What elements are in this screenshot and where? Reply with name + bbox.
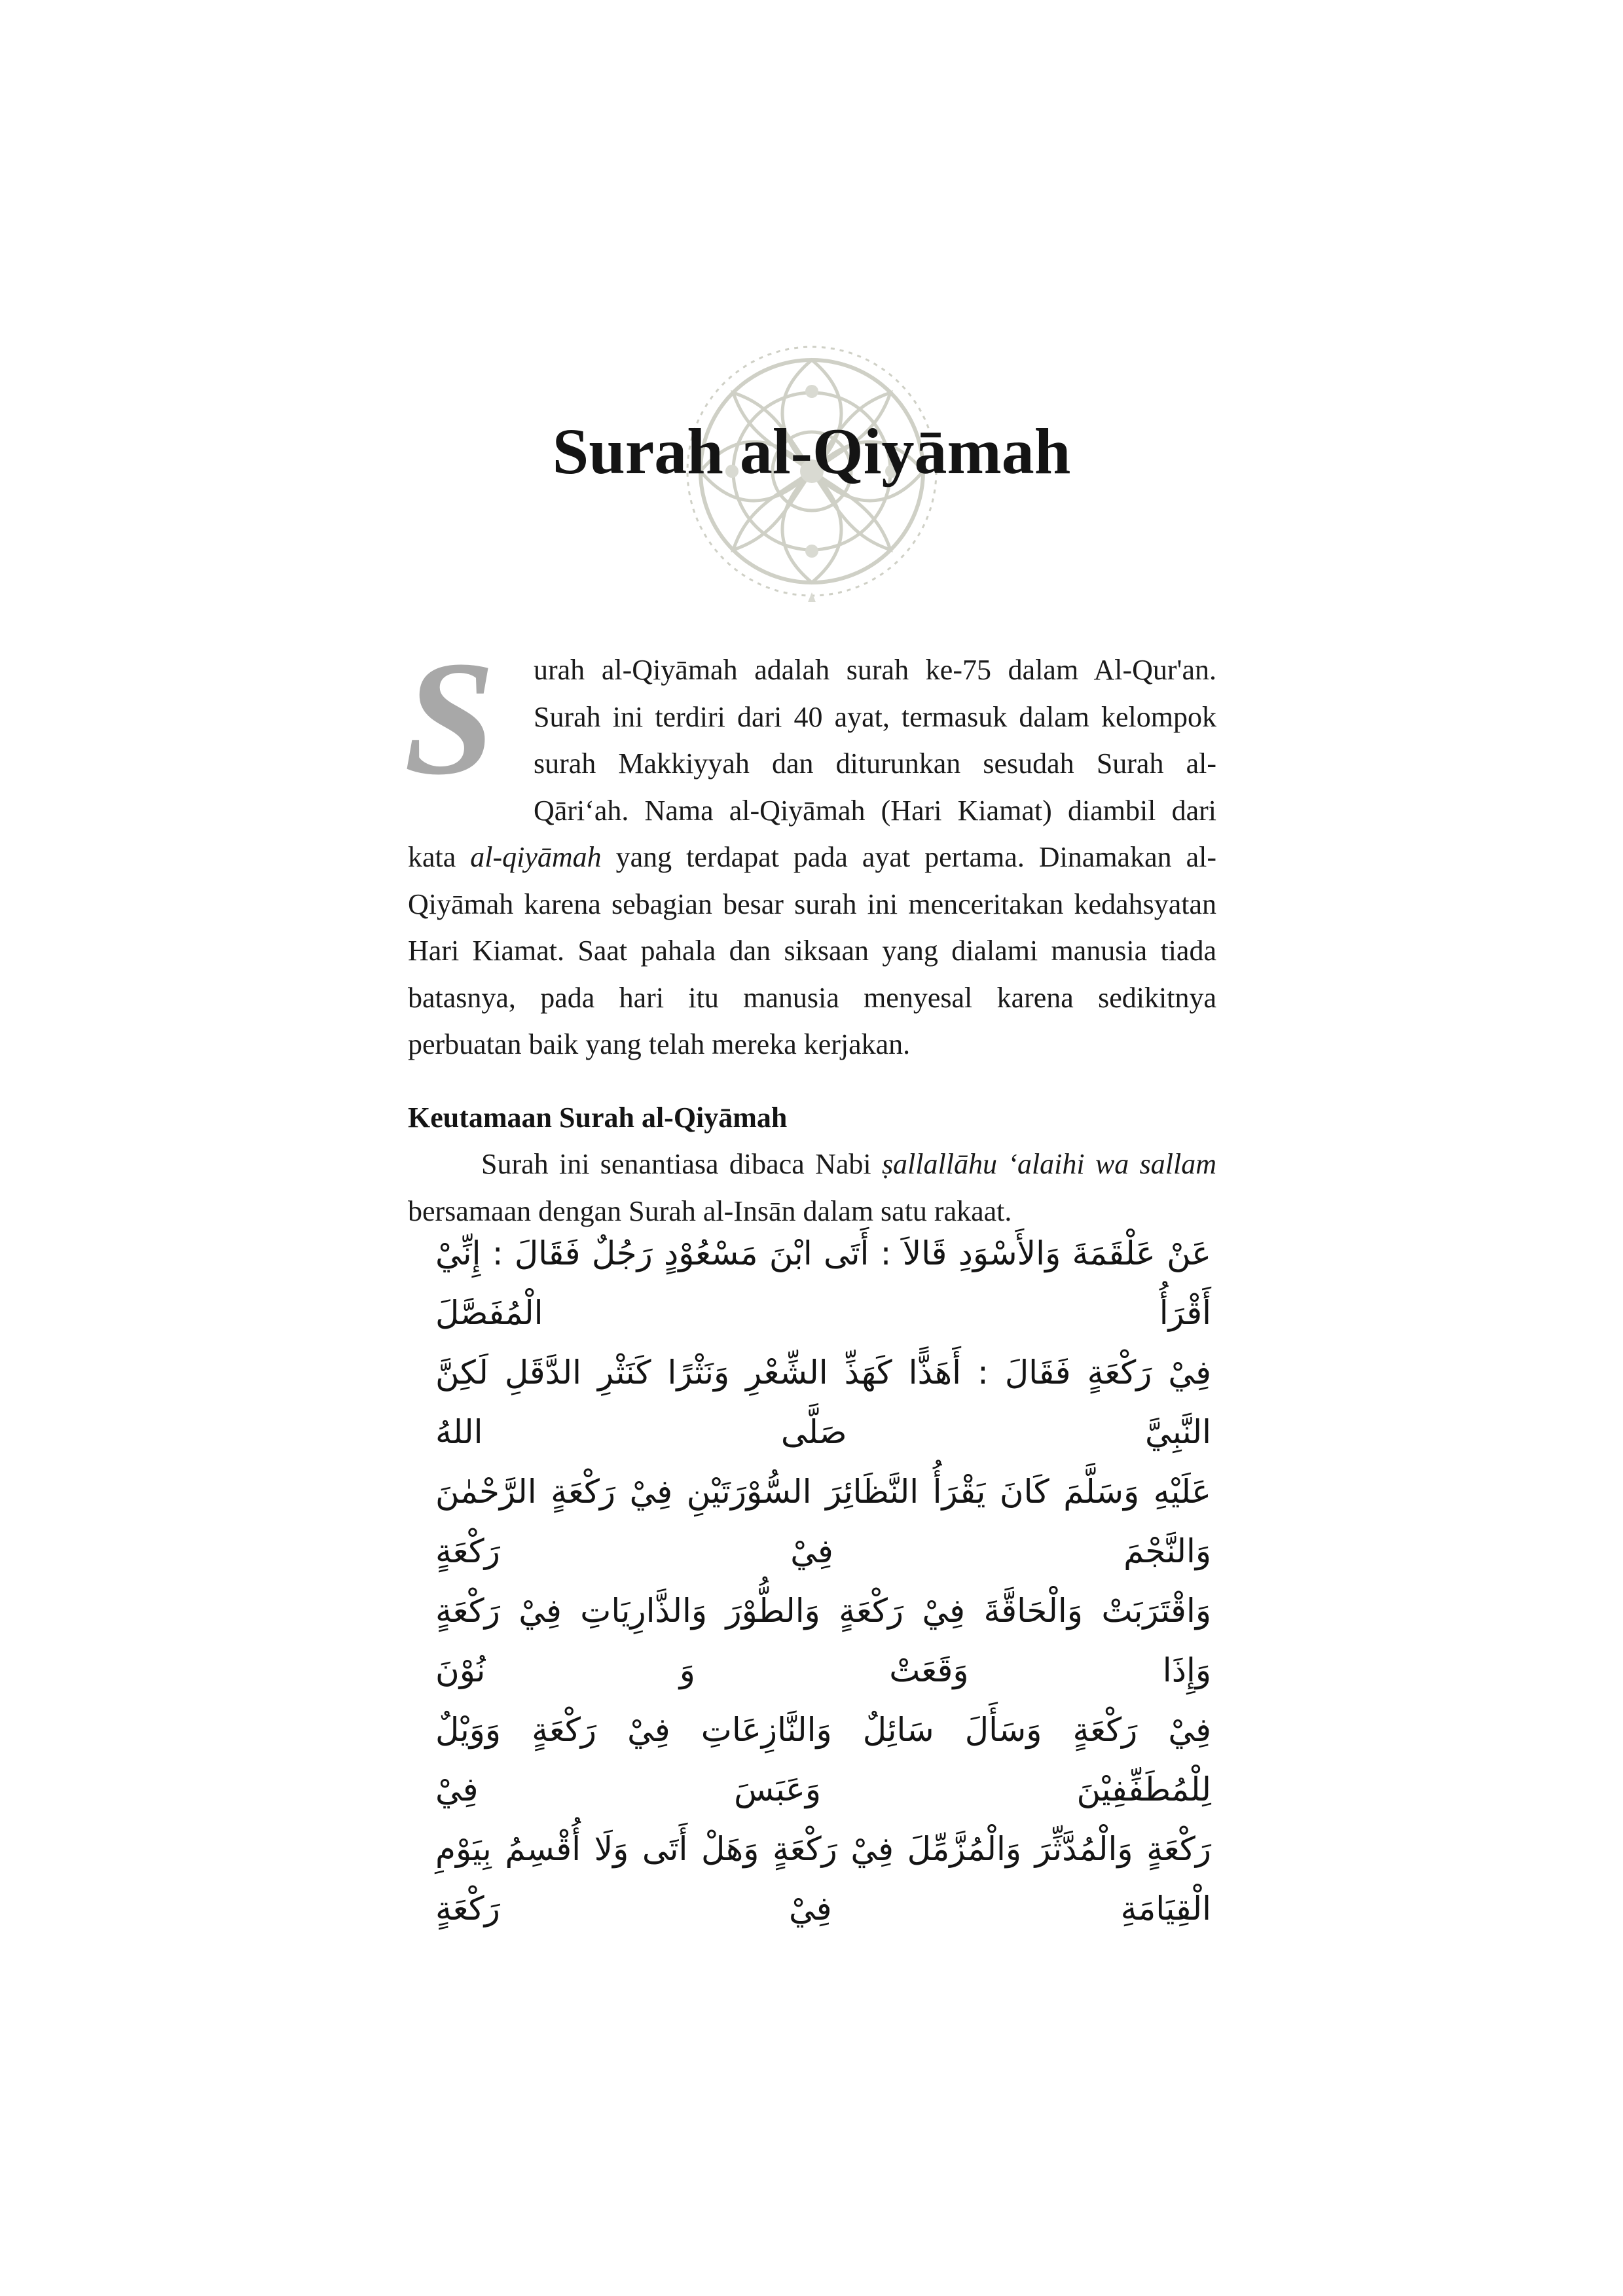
body-text (404, 628, 1216, 1234)
intro-paragraph (404, 628, 1216, 1068)
section-text: Surah ini senantiasa dibaca Nabi (481, 1148, 882, 1180)
arabic-line: وَاقْتَرَبَتْ وَالْحَاقَّةَ فِيْ رَكْعَةٍ وَالطُّوْرَ وَالذَّارِيَاتِ فِيْ رَكْعَةٍ وَإِذَا وَقَعَتْ وَ نُوْنَ (435, 1592, 1211, 1689)
arabic-line: عَنْ عَلْقَمَةَ وَالأَسْوَدِ قَالاَ : أَتَى ابْنَ مَسْعُوْدٍ رَجُلٌ فَقَالَ : إِنِّيْ أَقْرَأُ الْمُفَصَّلَ (435, 1234, 1211, 1332)
intro-text-after: yang terdapat pada ayat pertama. Dinamakan al-Qiyāmah karena sebagian besar surah ini menceritakan kedahsyatan Hari Kiamat. Saat pahala dan siksaan yang dialami manusia tiada batasnya, pada hari itu manusia menyesal karena sedikitnya perbuatan baik yang telah mereka kerjakan. (408, 841, 1216, 1060)
intro-text: urah al-Qiyāmah adalah surah ke-75 dalam Al-Qur'an. Surah ini terdiri dari 40 ayat, termasuk dalam kelompok surah Makkiyyah dan diturunkan sesudah Surah al-Qāri‘ah. Nama al-Qiyāmah (Hari Kiamat) diambil dari kata (408, 654, 1216, 873)
section-text-after: bersamaan dengan Surah al-Insān dalam satu rakaat. (408, 1194, 1012, 1227)
arabic-line: عَلَيْهِ وَسَلَّمَ كَانَ يَقْرَأُ النَّظَائِرَ السُّوْرَتَيْنِ فِيْ رَكْعَةٍ الرَّحْمٰنَ وَالنَّجْمَ فِيْ رَكْعَةٍ (435, 1473, 1211, 1570)
section-heading: Keutamaan Surah al-Qiyāmah (408, 1101, 788, 1134)
drop-cap: S (404, 628, 496, 809)
arabic-line: رَكْعَةٍ وَالْمُدَّثِّرَ وَالْمُزَّمِّلَ فِيْ رَكْعَةٍ وَهَلْ أَتَى وَلَا أُقْسِمُ بِيَوْمِ الْقِيَامَةِ فِيْ رَكْعَةٍ (435, 1830, 1211, 1928)
arabic-hadith (435, 1224, 1211, 1939)
salawat-phrase: ṣallallāhu ‘alaihi wa sallam (881, 1148, 1216, 1180)
arabic-line: فِيْ رَكْعَةٍ فَقَالَ : أَهَذًّا كَهَذِّ الشِّعْرِ وَنَثْرًا كَنَثْرِ الدَّقَلِ لَكِنَّ النَّبِيَّ صَلَّى اللهُ (435, 1354, 1211, 1451)
arabic-line: فِيْ رَكْعَةٍ وَسَأَلَ سَائِلٌ وَالنَّازِعَاتِ فِيْ رَكْعَةٍ وَوَيْلٌ لِلْمُطَفِّفِيْنَ وَعَبَسَ فِيْ (435, 1711, 1211, 1808)
section-paragraph (408, 1141, 1216, 1234)
intro-term: al-qiyāmah (470, 841, 602, 873)
page-title: Surah al-Qiyāmah (552, 415, 1071, 488)
